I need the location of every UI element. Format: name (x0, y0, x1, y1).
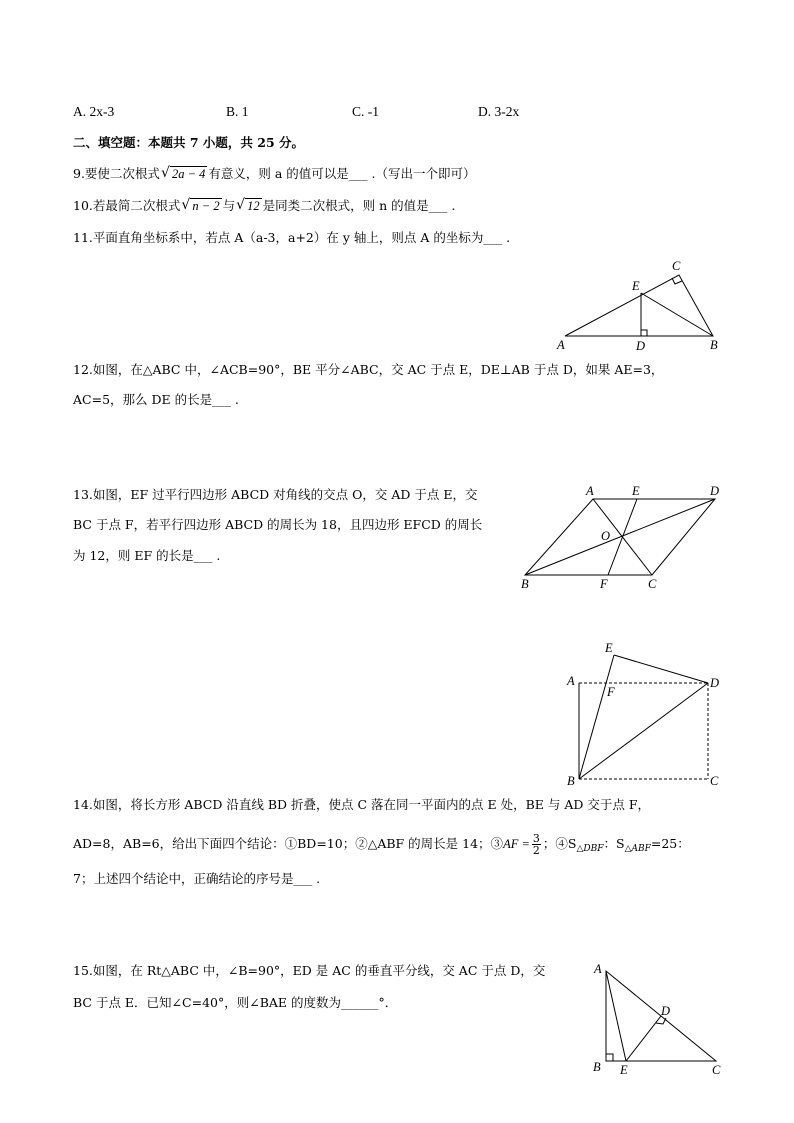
q14-figure (560, 638, 730, 793)
question-13-line-2: BC 于点 F，若平行四边形 ABCD 的周长为 18，且四边形 EFCD 的周长 (73, 517, 483, 532)
label-d: D (661, 1004, 671, 1018)
label-c: C (672, 259, 681, 273)
label-c: C (712, 1063, 721, 1077)
question-11: 11.平面直角坐标系中，若点 A（a-3，a+2）在 y 轴上，则点 A 的坐标为___ . (73, 230, 511, 245)
q10-radicand-1: n − 2 (192, 199, 220, 213)
label-c: C (710, 774, 719, 788)
label-b: B (521, 577, 529, 591)
right-angle-mark-c (672, 278, 682, 284)
sqrt-symbol: √ 12 (236, 197, 260, 213)
q14-conclusions: AD=8，AB=6，给出下面四个结论：①BD=10；②△ABF 的周长是 14；③ (73, 836, 504, 851)
question-14-line-1: 14.如图，将长方形 ABCD 沿直线 BD 折叠，使点 C 落在同一平面内的点 E 处，BE 与 AD 交于点 F， (73, 797, 651, 812)
question-13-line-3: 为 12，则 EF 的长是___ . (73, 548, 221, 563)
segment-be (641, 293, 713, 336)
segment-be (579, 655, 614, 779)
question-12-line-1: 12.如图，在△ABC 中，∠ACB=90°，BE 平分∠ABC，交 AC 于点 E，DE⊥AB 于点 D，如果 AE=3， (73, 362, 664, 377)
label-a: A (557, 338, 565, 352)
sqrt-symbol: √ 2a − 4 (160, 165, 206, 181)
question-10 (73, 197, 455, 215)
q10-pre: 10.若最简二次根式 (73, 198, 181, 213)
question-15-line-1: 15.如图，在 Rt△ABC 中，∠B=90°，ED 是 AC 的垂直平分线，交 AC 于点 D，交 (73, 963, 546, 978)
section-title: 二、填空题：本题共 7 小题，共 25 分。 (73, 135, 305, 150)
diagonal-bd (579, 683, 708, 779)
segment-ef (608, 499, 637, 575)
question-14-line-2: AD=8，AB=6，给出下面四个结论：①BD=10；②△ABF 的周长是 14；③AF = $\frac{3}{2}$ ；$④S_{\triangle DBF}$：$S_{\triangle ABF}=25$： (73, 832, 690, 857)
label-e: E (620, 1063, 628, 1077)
label-a: A (586, 484, 594, 498)
option-a: A. 2x-3 (73, 104, 115, 119)
label-b: B (567, 774, 575, 788)
q12-figure (555, 258, 725, 353)
q9-pre: 9.要使二次根式 (73, 166, 160, 181)
label-f: F (607, 685, 615, 699)
option-d: D. 3-2x (478, 104, 520, 119)
sqrt-symbol: √ n − 2 (181, 197, 220, 213)
label-o: O (601, 529, 611, 543)
segment-ed (626, 1016, 661, 1061)
label-e: E (605, 641, 613, 655)
q14-fraction: $\frac{3}{2}$ (532, 832, 540, 857)
q9-post: 有意义，则 a 的值可以是___ .（写出一个即可） (208, 166, 476, 181)
question-14-line-3: 7；上述四个结论中，正确结论的序号是___ . (73, 871, 321, 886)
label-c: C (648, 577, 657, 591)
q9-radicand: 2a − 4 (171, 167, 206, 181)
question-15-line-2: BC 于点 E．已知∠C=40°，则∠BAE 的度数为______°． (73, 995, 398, 1010)
q10-mid: 与 (222, 198, 236, 213)
q15-figure (590, 958, 730, 1078)
label-f: F (600, 577, 608, 591)
q10-radicand-2: 12 (247, 199, 260, 213)
question-13-line-1: 13.如图，EF 过平行四边形 ABCD 对角线的交点 O，交 AD 于点 E，交 (73, 487, 478, 502)
label-e: E (632, 484, 640, 498)
label-b: B (710, 338, 718, 352)
label-e: E (632, 279, 640, 293)
right-angle-mark-d (641, 330, 647, 336)
right-angle-mark-b (606, 1054, 613, 1061)
label-d: D (710, 676, 720, 690)
label-d: D (710, 484, 720, 498)
diagonal-bd (525, 499, 715, 575)
segment-ed (614, 655, 708, 683)
q14-af: AF = (503, 837, 530, 851)
option-b: B. 1 (226, 104, 249, 119)
label-b: B (593, 1060, 601, 1074)
label-a: A (594, 962, 602, 976)
question-9 (73, 165, 475, 183)
option-c: C. -1 (352, 104, 379, 119)
question-12-line-2: AC=5，那么 DE 的长是___ . (73, 392, 239, 407)
label-a: A (567, 674, 575, 688)
q13-figure (515, 482, 730, 592)
label-d: D (636, 339, 646, 353)
q10-post: 是同类二次根式，则 n 的值是___ . (262, 198, 456, 213)
